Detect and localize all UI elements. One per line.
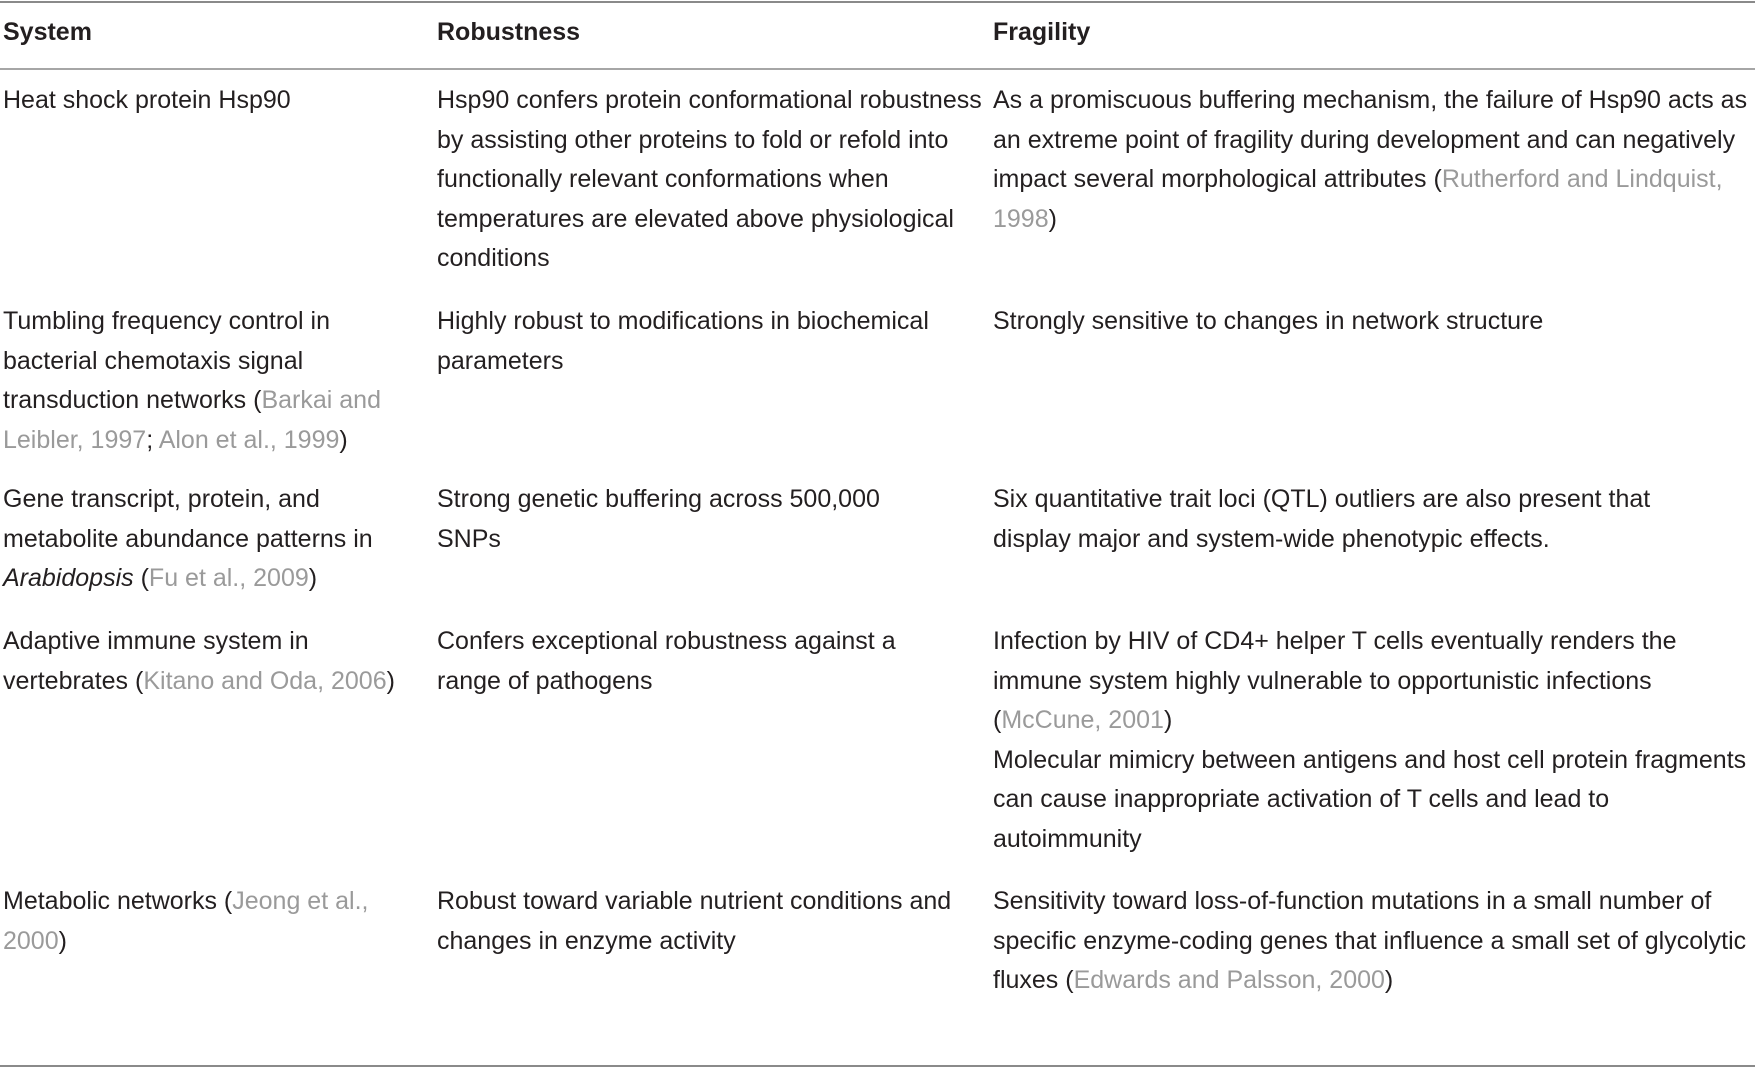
row-1-robustness: Hsp90 confers protein conformational robustness by assisting other proteins to fold or refold into functionally relevant conformations when temperatures are elevated above physiological conditions: [437, 86, 982, 272]
row-5-system: Metabolic networks (Jeong et al., 2000): [3, 887, 369, 955]
citation-link[interactable]: McCune, 2001: [1001, 706, 1164, 734]
header-fragility: Fragility: [993, 18, 1091, 46]
citation-link[interactable]: Jeong et al., 2000: [3, 887, 369, 955]
row-3-robustness: Strong genetic buffering across 500,000 SNPs: [437, 485, 880, 553]
row-5-fragility: Sensitivity toward loss-of-function mutations in a small number of specific enzyme-coding genes that influence a small set of glycolytic fluxes (Edwards and Palsson, 2000): [993, 887, 1747, 994]
row-4-system: Adaptive immune system in vertebrates (Kitano and Oda, 2006): [3, 627, 395, 695]
row-4-fragility: [993, 622, 1755, 859]
fragility-paragraph: Molecular mimicry between antigens and host cell protein fragments can cause inappropriate activation of T cells and lead to autoimmunity: [993, 745, 1747, 853]
row-2-system: Tumbling frequency control in bacterial chemotaxis signal transduction networks (Barkai and Leibler, 1997; Alon et al., 1999): [3, 307, 381, 454]
citation-link[interactable]: Kitano and Oda, 2006: [143, 666, 387, 695]
table-bottom-rule: [0, 1065, 1755, 1067]
citation-link[interactable]: Barkai and Leibler, 1997: [3, 386, 381, 454]
fragility-paragraph: Infection by HIV of CD4+ helper T cells eventually renders the immune system highly vulnerable to opportunistic infections (McCune, 2001): [993, 627, 1677, 734]
row-2-fragility: Strongly sensitive to changes in network structure: [993, 307, 1544, 335]
citation-link[interactable]: Fu et al., 2009: [148, 564, 309, 592]
row-3-system: Gene transcript, protein, and metabolite abundance patterns in Arabidopsis (Fu et al., 2009): [3, 485, 373, 592]
row-1-system: Heat shock protein Hsp90: [3, 86, 291, 114]
row-4-robustness: Confers exceptional robustness against a range of pathogens: [437, 627, 896, 695]
row-3-fragility: Six quantitative trait loci (QTL) outliers are also present that display major and system-wide phenotypic effects.: [993, 485, 1651, 553]
row-2-robustness: Highly robust to modifications in biochemical parameters: [437, 307, 929, 375]
citation-link[interactable]: Rutherford and Lindquist, 1998: [993, 165, 1723, 233]
header-robustness: Robustness: [437, 18, 581, 46]
header-system: System: [3, 18, 92, 46]
table-top-rule: [0, 1, 1755, 3]
row-5-robustness: Robust toward variable nutrient conditions and changes in enzyme activity: [437, 887, 952, 955]
header-rule: [0, 68, 1755, 70]
row-1-fragility: As a promiscuous buffering mechanism, the failure of Hsp90 acts as an extreme point of fragility during development and can negatively impact several morphological attributes (Rutherford and Lindquist, 1998): [993, 86, 1748, 233]
citation-link[interactable]: Alon et al., 1999: [158, 425, 340, 454]
citation-link[interactable]: Edwards and Palsson, 2000: [1073, 966, 1385, 994]
